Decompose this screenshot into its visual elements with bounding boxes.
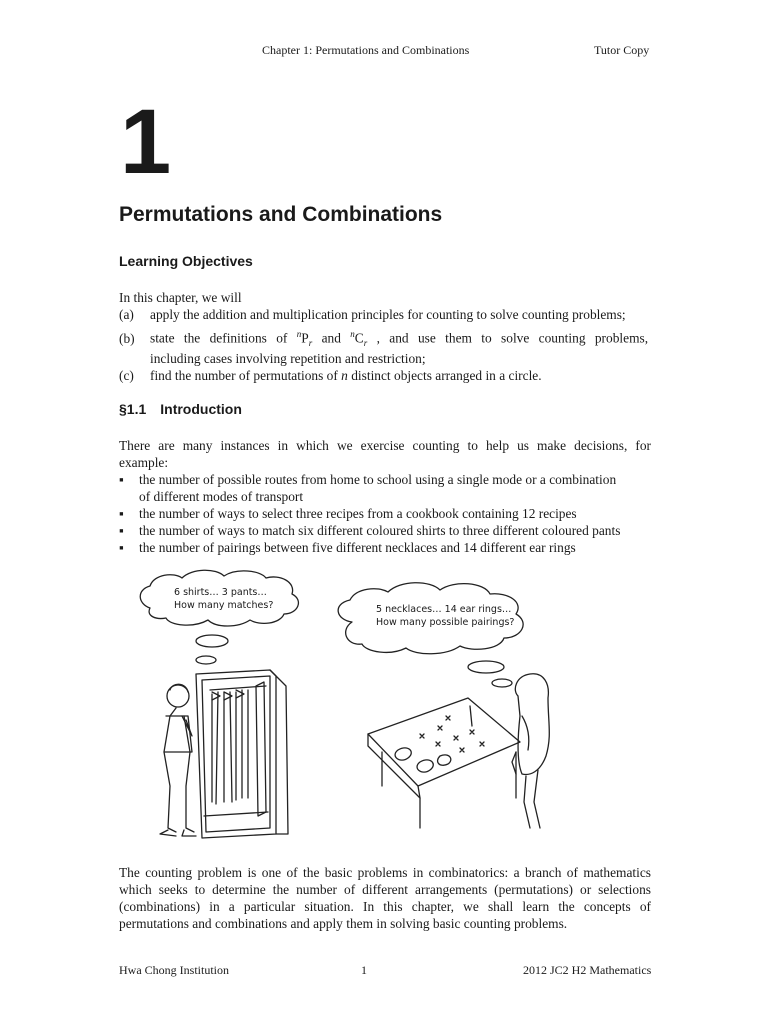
- objective-label-c: (c): [119, 368, 134, 383]
- running-header-chapter: Chapter 1: Permutations and Combinations: [262, 43, 470, 57]
- thought-text-2-line1: 5 necklaces… 14 ear rings…: [376, 604, 512, 615]
- bullet-icon: ▪: [119, 472, 124, 487]
- thought-cloud-right: [338, 583, 523, 687]
- bullet-item: the number of ways to select three recipes from a cookbook containing 12 recipes: [139, 506, 577, 521]
- bullet-item-continuation: of different modes of transport: [139, 489, 304, 504]
- intro-paragraph-line1: There are many instances in which we exercise counting to help us make decisions, for: [119, 438, 651, 453]
- thought-text-2-line2: How many possible pairings?: [376, 617, 515, 628]
- closing-paragraph-line3: (combinations) in a particular situation. In this chapter, we shall learn the concepts of: [119, 899, 651, 914]
- running-header-copy: Tutor Copy: [594, 43, 650, 57]
- intro-paragraph-line2: example:: [119, 455, 169, 470]
- chapter-number: 1: [120, 91, 172, 193]
- objective-text-c: find the number of permutations of n distinct objects arranged in a circle.: [150, 368, 542, 383]
- thought-text-1-line1: 6 shirts… 3 pants…: [174, 587, 267, 598]
- bullet-item: the number of pairings between five different necklaces and 14 different ear rings: [139, 540, 576, 555]
- bullet-icon: ▪: [119, 523, 124, 538]
- objective-text-a: apply the addition and multiplication principles for counting to solve counting problems;: [150, 307, 626, 322]
- wardrobe-drawing: [196, 670, 288, 838]
- thought-text-1-line2: How many matches?: [174, 600, 274, 611]
- section-heading: §1.1 Introduction: [119, 401, 242, 417]
- thought-cloud-left: [140, 570, 298, 664]
- learning-objectives-heading: Learning Objectives: [119, 253, 253, 269]
- footer-institution: Hwa Chong Institution: [119, 963, 229, 977]
- person-thinking-drawing: [160, 684, 196, 836]
- objective-label-b: (b): [119, 331, 135, 346]
- footer-course: 2012 JC2 H2 Mathematics: [523, 963, 652, 977]
- footer-page-number: 1: [361, 963, 367, 977]
- closing-paragraph-line2: which seeks to determine the number of different arrangements (permutations) or selections: [119, 882, 651, 897]
- objective-text-b: state the definitions of $^nP_r$ and $^nC_r$ , and use them to solve counting problems,: [150, 329, 649, 349]
- closing-paragraph-line1: The counting problem is one of the basic problems in combinatorics: a branch of mathematics: [119, 865, 651, 880]
- girl-thinking-drawing: [512, 674, 549, 828]
- objective-text-b-line2: including cases involving repetition and restriction;: [150, 351, 426, 366]
- closing-paragraph-line4: permutations and combinations and apply them in solving basic counting problems.: [119, 916, 568, 931]
- bullet-icon: ▪: [119, 540, 124, 555]
- chapter-title: Permutations and Combinations: [119, 203, 443, 226]
- table-with-jewelry-drawing: [368, 698, 520, 828]
- bullet-item: the number of ways to match six different coloured shirts to three different coloured pants: [139, 523, 621, 538]
- objectives-intro: In this chapter, we will: [119, 290, 242, 305]
- bullet-icon: ▪: [119, 506, 124, 521]
- bullet-item: the number of possible routes from home to school using a single mode or a combination: [139, 472, 617, 487]
- objective-label-a: (a): [119, 307, 134, 322]
